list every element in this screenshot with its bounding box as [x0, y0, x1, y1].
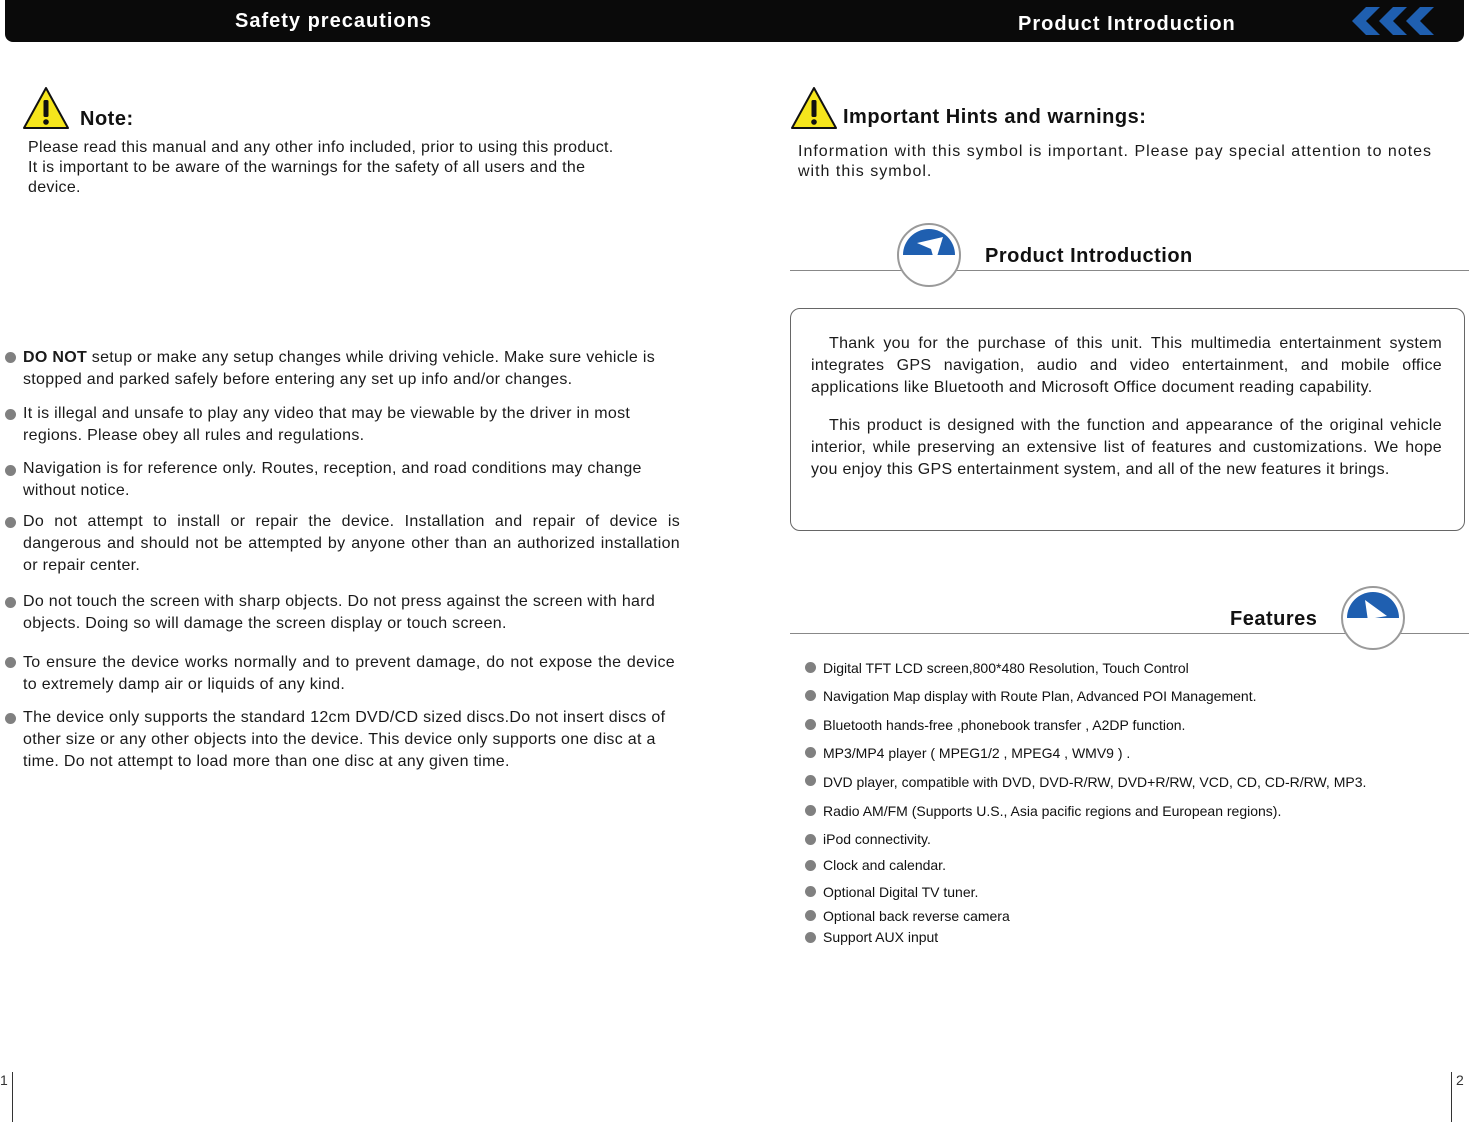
bullet-dot — [5, 465, 16, 476]
bullet-text: Do not attempt to install or repair the device. Installation and repair of device is dangerous and should not be attempted by anyone other than an authorized installation or repair center. — [23, 513, 680, 574]
bullet-text: setup or make any setup changes while driving vehicle. Make sure vehicle is stopped and parked safely before entering any set up info and/or changes. — [23, 349, 655, 388]
left-page-title: Safety precautions — [235, 10, 432, 32]
bullet-text: To ensure the device works normally and to prevent damage, do not expose the device to extremely damp air or liquids of any kind. — [23, 654, 675, 693]
safety-bullet — [23, 347, 683, 391]
bullet-dot — [805, 719, 816, 730]
bullet-text: The device only supports the standard 12cm DVD/CD sized discs.Do not insert discs of other size or any other objects into the device. This device only supports one disc at a time. Do not attempt to load more than one disc at any given time. — [23, 709, 666, 770]
note-line: Please read this manual and any other info included, prior to using this product. — [28, 139, 614, 156]
feature-item: iPod connectivity. — [823, 831, 931, 847]
product-intro-heading: Product Introduction — [985, 245, 1193, 267]
bullet-dot — [5, 409, 16, 420]
feature-item: Bluetooth hands-free ,phonebook transfer , A2DP function. — [823, 717, 1186, 733]
page-divider — [12, 1072, 13, 1122]
hints-heading: Important Hints and warnings: — [843, 106, 1147, 128]
bullet-dot — [805, 747, 816, 758]
bullet-dot — [805, 886, 816, 897]
safety-bullet — [23, 707, 683, 773]
feature-item: Clock and calendar. — [823, 857, 946, 873]
navigation-arrow-icon — [897, 223, 961, 287]
bullet-bold-text: DO NOT — [23, 349, 88, 366]
features-heading: Features — [1230, 608, 1318, 630]
safety-bullet — [23, 591, 683, 635]
feature-item: Digital TFT LCD screen,800*480 Resolution, Touch Control — [823, 660, 1189, 676]
bullet-dot — [805, 805, 816, 816]
bullet-dot — [5, 517, 16, 528]
intro-box — [790, 308, 1465, 531]
bullet-dot — [805, 932, 816, 943]
bullet-text: Do not touch the screen with sharp objects. Do not press against the screen with hard objects. Doing so will damage the screen display or touch screen. — [23, 593, 656, 632]
bullet-dot — [5, 713, 16, 724]
warning-icon — [790, 86, 838, 130]
bullet-dot — [805, 834, 816, 845]
hints-text: Information with this symbol is important. Please pay special attention to notes with this symbol. — [798, 143, 1433, 180]
note-line: device. — [28, 179, 81, 196]
feature-item: Support AUX input — [823, 929, 939, 945]
feature-item: MP3/MP4 player ( MPEG1/2 , MPEG4 , WMV9 ) . — [823, 745, 1131, 761]
page-number-right: 2 — [1456, 1072, 1464, 1088]
intro-paragraph-2: This product is designed with the function and appearance of the original vehicle interior, while preserving an extensive list of features and customizations. We hope you enjoy this GPS entertainment system, and all of the new features it brings. — [811, 417, 1442, 478]
section-divider — [790, 270, 1469, 271]
safety-bullet — [23, 458, 643, 502]
page-divider — [1451, 1072, 1452, 1122]
feature-item: Radio AM/FM (Supports U.S., Asia pacific regions and European regions). — [823, 803, 1282, 819]
bullet-dot — [5, 352, 16, 363]
chevrons-left-icon — [1352, 7, 1438, 35]
right-page-title: Product Introduction — [1018, 13, 1236, 35]
bullet-dot — [5, 657, 16, 668]
bullet-text: It is illegal and unsafe to play any video that may be viewable by the driver in most regions. Please obey all rules and regulations. — [23, 405, 631, 444]
bullet-dot — [805, 860, 816, 871]
note-heading: Note: — [80, 108, 134, 130]
feature-item: Optional Digital TV tuner. — [823, 884, 979, 900]
bullet-dot — [5, 597, 16, 608]
feature-item: Optional back reverse camera — [823, 908, 1010, 924]
feature-item: Navigation Map display with Route Plan, Advanced POI Management. — [823, 688, 1257, 704]
note-line: It is important to be aware of the warnings for the safety of all users and the — [28, 159, 586, 176]
navigation-arrow-icon — [1341, 586, 1405, 650]
bullet-dot — [805, 662, 816, 673]
safety-bullet — [23, 652, 675, 696]
safety-bullet — [23, 511, 680, 577]
bullet-dot — [805, 775, 816, 786]
bullet-text: Navigation is for reference only. Routes, reception, and road conditions may change without notice. — [23, 460, 642, 499]
feature-item: DVD player, compatible with DVD, DVD-R/RW, DVD+R/RW, VCD, CD, CD-R/RW, MP3. — [823, 774, 1367, 790]
note-text — [28, 138, 688, 198]
header-bar — [5, 0, 1464, 42]
warning-icon — [22, 86, 70, 130]
intro-paragraph-1: Thank you for the purchase of this unit. This multimedia entertainment system integrates GPS navigation, audio and video entertainment, and mobile office applications like Bluetooth and Microsoft Office document reading capability. — [811, 335, 1442, 396]
bullet-dot — [805, 690, 816, 701]
bullet-dot — [805, 910, 816, 921]
page-number-left: 1 — [0, 1072, 8, 1088]
safety-bullet — [23, 403, 683, 447]
